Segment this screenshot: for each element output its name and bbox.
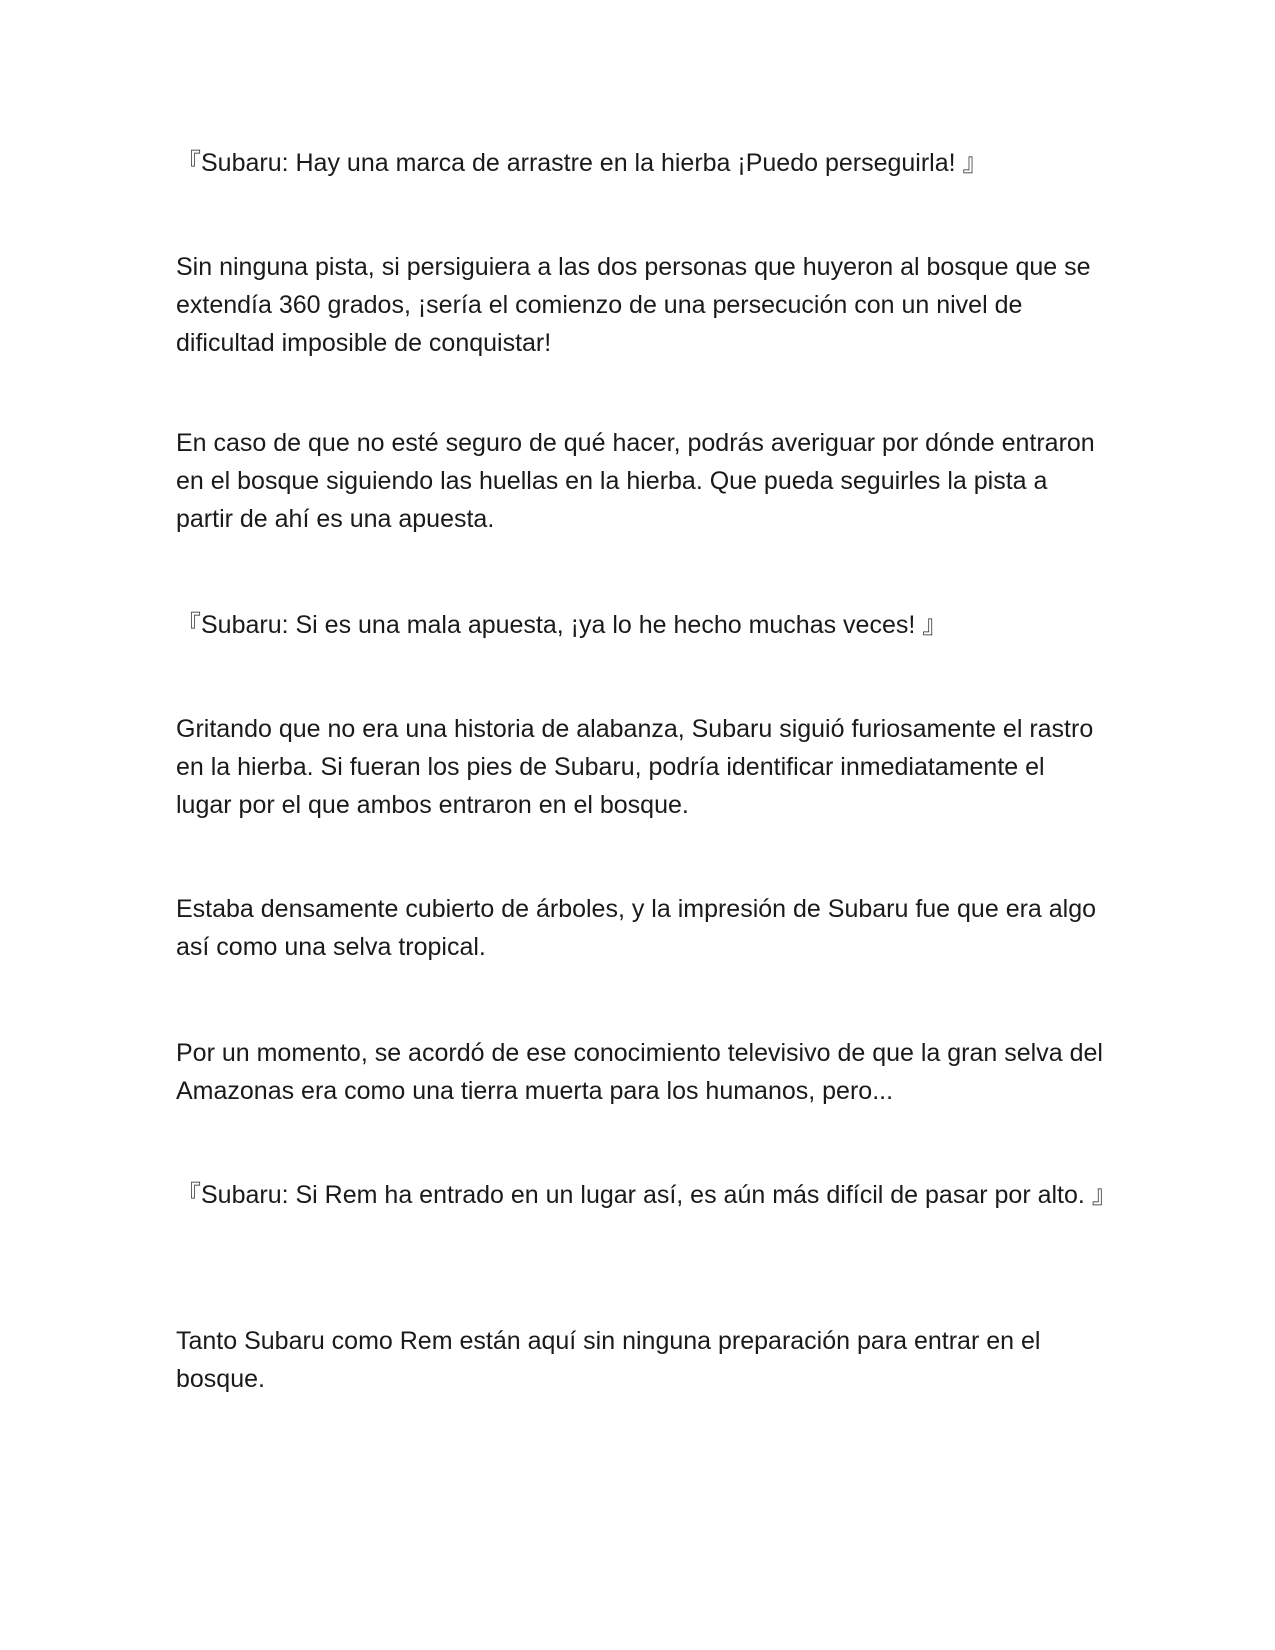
dialogue-line: 『Subaru: Hay una marca de arrastre en la hierba ¡Puedo perseguirla! 』 [176, 149, 988, 177]
narration-paragraph: Por un momento, se acordó de ese conocimiento televisivo de que la gran selva del Amazonas era como una tierra muerta para los humanos, pero... [176, 1039, 1103, 1105]
narration-paragraph: Sin ninguna pista, si persiguiera a las dos personas que huyeron al bosque que se extendía 360 grados, ¡sería el comienzo de una persecución con un nivel de dificultad imposible de conquistar! [176, 253, 1091, 357]
narration-paragraph: Tanto Subaru como Rem están aquí sin ninguna preparación para entrar en el bosque. [176, 1327, 1041, 1393]
narration-paragraph: Estaba densamente cubierto de árboles, y la impresión de Subaru fue que era algo así como una selva tropical. [176, 895, 1097, 961]
dialogue-line: 『Subaru: Si es una mala apuesta, ¡ya lo he hecho muchas veces! 』 [176, 611, 948, 639]
dialogue-line: 『Subaru: Si Rem ha entrado en un lugar así, es aún más difícil de pasar por alto. 』 [176, 1181, 1117, 1209]
narration-paragraph: En caso de que no esté seguro de qué hacer, podrás averiguar por dónde entraron en el bosque siguiendo las huellas en la hierba. Que pueda seguirles la pista a partir de ahí es una apuesta. [176, 429, 1095, 533]
narration-paragraph: Gritando que no era una historia de alabanza, Subaru siguió furiosamente el rastro en la hierba. Si fueran los pies de Subaru, podría identificar inmediatamente el lugar por el que ambos entraron en el bosque. [176, 715, 1094, 819]
